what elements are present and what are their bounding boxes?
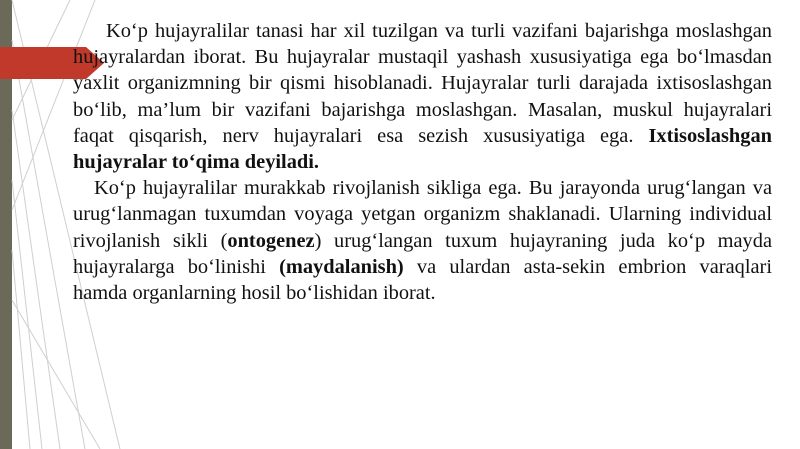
paragraph-2-text-a: Ko‘p hujayralilar murakkab rivojlanish sikliga ega. Bu jarayonda urug‘langan va urug‘lanmagan tuxumdan voyaga yetgan organizm shaklanadi. Ularning individual rivojlanish sikli ( [73, 177, 772, 252]
definition-bold: Ixtisoslashgan hujayralar to‘qima deyiladi. [73, 124, 772, 174]
paragraph-2 [73, 175, 772, 306]
paragraph-1 [73, 18, 772, 175]
paragraph-2-text-b: ) urug‘langan tuxum hujayraning juda ko‘p mayda hujayralarga bo‘linishi [73, 229, 772, 278]
body-text [73, 18, 772, 306]
term-ontogenez: ontogenez [227, 229, 315, 252]
term-maydalanish: (maydalanish) [279, 255, 404, 278]
paragraph-2-text-c: va ulardan asta-sekin embrion varaqlari hamda organlarning hosil bo‘lishidan iborat. [73, 255, 772, 305]
paragraph-1-text: Ko‘p hujayralilar tanasi har xil tuzilgan va turli vazifani bajarishga moslashgan hujayralardan iborat. Bu hujayralar mustaqil yashash xususiyatiga ega bo‘lmasdan yaxlit organizmning bir qismi hisoblanadi. Hujayralar turli darajada ixtisoslashgan bo‘lib, ma’lum bir vazifani bajarishga moslashgan. Masalan, muskul hujayralari faqat qisqarish, nerv hujayralari esa sezish xususiyatiga ega. [73, 20, 772, 147]
